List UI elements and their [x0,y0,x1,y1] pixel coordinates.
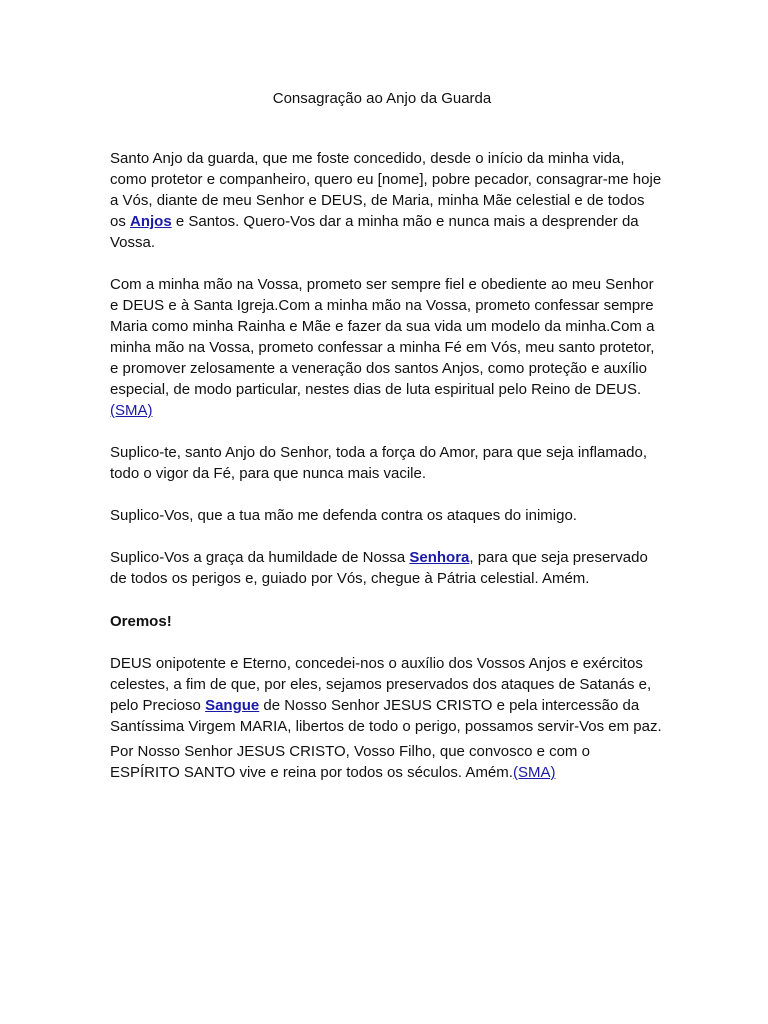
link-senhora[interactable]: Senhora [409,549,470,566]
paragraph-text: de Nosso Senhor JESUS CRISTO e pela intercessão da Santíssima Virgem MARIA, libertos de todo o perigo, possamos servir-Vos em paz. [110,697,662,735]
paragraph-text: e Santos. Quero-Vos dar a minha mão e nunca mais a desprender da Vossa. [110,213,639,251]
paragraph-text: Santo Anjo da guarda, que me foste concedido, desde o início da minha vida, como protetor e companheiro, quero eu [nome], pobre pecador, consagrar-me hoje a Vós, diante de meu Senhor e DEUS, de Maria, minha Mãe celestial e de todos os [110,150,662,230]
paragraph-text: Com a minha mão na Vossa, prometo ser sempre fiel e obediente ao meu Senhor e DEUS e à Santa Igreja.Com a minha mão na Vossa, prometo confessar sempre Maria como minha Rainha e Mãe e fazer da sua vida um modelo da minha.Com a minha mão na Vossa, prometo confessar a minha Fé em Vós, meu santo protetor, e promover zelosamente a veneração dos santos Anjos, como proteção e auxílio especial, de modo particular, nestes dias de luta espiritual pelo Reino de DEUS. [110,276,655,398]
paragraph-prayer [110,653,662,737]
document-title: Consagração ao Anjo da Guarda [272,90,492,107]
paragraph-supplication-defense: Suplico-Vos, que a tua mão me defenda contra os ataques do inimigo. [110,507,577,524]
paragraph-supplication-love: Suplico-te, santo Anjo do Senhor, toda a força do Amor, para que seja inflamado, todo o vigor da Fé, para que nunca mais vacile. [110,444,648,482]
paragraph-text: Suplico-Vos a graça da humildade de Nossa [110,549,410,566]
document-body [110,148,662,783]
paragraph-closing [110,741,662,783]
paragraph-text: DEUS onipotente e Eterno, concedei-nos o auxílio dos Vossos Anjos e exércitos celestes, a fim de que, por eles, sejamos preservados dos ataques de Satanás e, pelo Precioso [110,655,652,714]
paragraph-text: Por Nosso Senhor JESUS CRISTO, Vosso Filho, que convosco e com o ESPÍRITO SANTO vive e reina por todos os séculos. Amém. [110,743,590,781]
paragraph-text: , para que seja preservado de todos os perigos e, guiado por Vós, chegue à Pátria celestial. Amém. [110,549,648,587]
link-sangue[interactable]: Sangue [205,697,260,714]
prayer-heading: Oremos! [110,613,172,630]
paragraph-consecration [110,148,662,253]
link-anjos[interactable]: Anjos [130,213,172,230]
paragraph-promises [110,274,662,421]
paragraph-supplication-humility [110,547,662,589]
link-sma-closing[interactable]: (SMA) [512,764,556,781]
link-sma[interactable]: (SMA) [110,402,153,419]
